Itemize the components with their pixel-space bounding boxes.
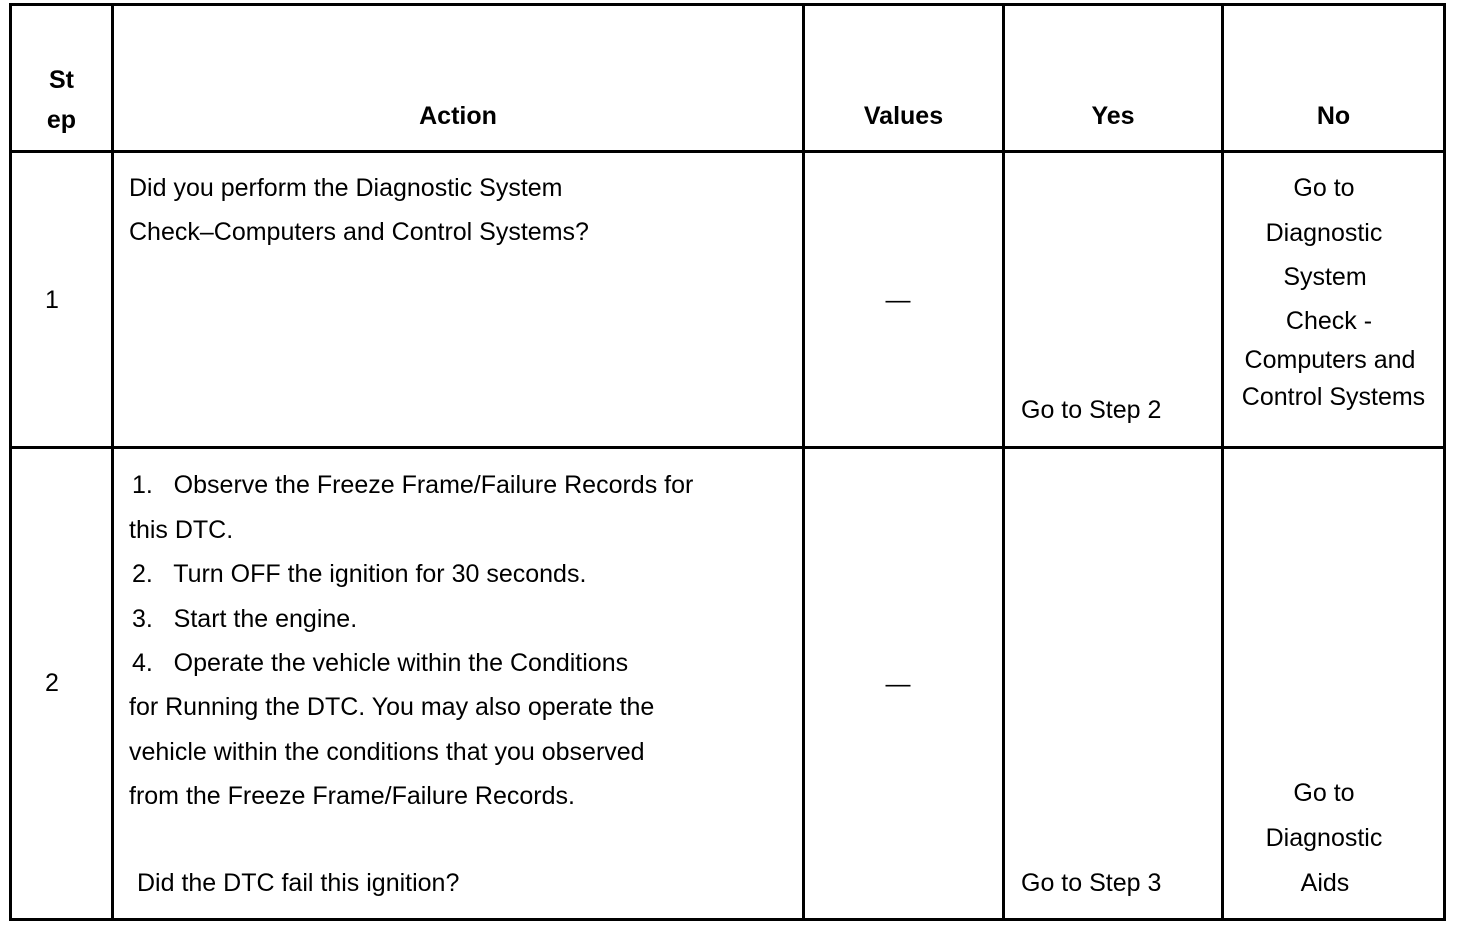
col-divider-action — [802, 3, 805, 921]
row1-action-line2: Check–Computers and Control Systems? — [129, 218, 589, 246]
header-step-line2: ep — [46, 106, 77, 134]
row1-no-line4: Check - — [1285, 307, 1373, 335]
row2-step: 2 — [45, 669, 59, 697]
col-divider-values — [1002, 3, 1005, 921]
row2-action-line2: this DTC. — [129, 516, 234, 544]
col-divider-step — [111, 3, 114, 921]
row2-no-line1: Go to — [1293, 779, 1355, 807]
row2-action-line3: 2. Turn OFF the ignition for 30 seconds. — [132, 560, 587, 588]
row2-no-line3: Aids — [1300, 869, 1350, 897]
header-step — [12, 60, 111, 140]
row2-values: — — [885, 670, 911, 698]
row1-no-line2: Diagnostic — [1265, 219, 1383, 247]
row1-values: — — [885, 286, 911, 314]
header-action: Action — [419, 102, 497, 130]
row2-no-line2: Diagnostic — [1265, 824, 1383, 852]
row-divider — [9, 446, 1446, 449]
row2-action-line8: from the Freeze Frame/Failure Records. — [129, 782, 575, 810]
row1-no-line3: System — [1283, 263, 1367, 291]
row1-no-line1: Go to — [1293, 174, 1355, 202]
header-no: No — [1316, 102, 1351, 130]
header-divider — [9, 150, 1446, 153]
header-values: Values — [863, 102, 944, 130]
table-border-bottom — [9, 918, 1446, 921]
row1-no-line5: Computers and — [1244, 346, 1416, 374]
table-border-left — [9, 3, 12, 921]
row2-action-line5: 4. Operate the vehicle within the Conditions — [132, 649, 629, 677]
table-border-right — [1443, 3, 1446, 921]
header-yes: Yes — [1091, 102, 1135, 130]
row2-question: Did the DTC fail this ignition? — [137, 869, 460, 897]
row2-action-line7: vehicle within the conditions that you observed — [129, 738, 645, 766]
row2-action-line6: for Running the DTC. You may also operate the — [129, 693, 655, 721]
row2-action-line4: 3. Start the engine. — [132, 605, 358, 633]
row1-yes: Go to Step 2 — [1021, 396, 1162, 424]
table-border-top — [9, 3, 1446, 6]
row1-action-line1: Did you perform the Diagnostic System — [129, 174, 563, 202]
row1-no-line6: Control Systems — [1241, 383, 1426, 411]
header-step-line1: St — [49, 66, 74, 94]
row1-step: 1 — [45, 286, 59, 314]
row2-action-line1: 1. Observe the Freeze Frame/Failure Records for — [132, 471, 694, 499]
row2-yes: Go to Step 3 — [1021, 869, 1162, 897]
